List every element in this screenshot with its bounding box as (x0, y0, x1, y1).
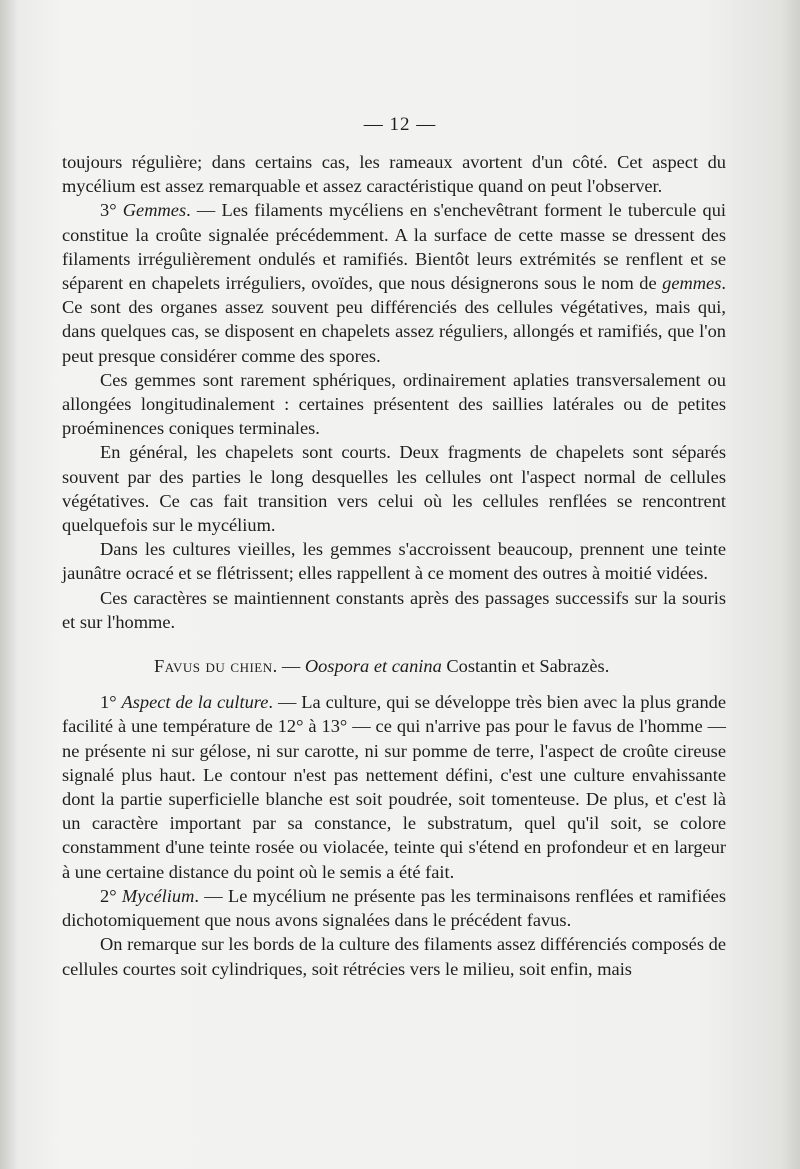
section-title: Mycélium (121, 885, 195, 906)
paragraph (62, 440, 726, 537)
paragraph-text: toujours régulière; dans certains cas, les rameaux avortent d'un côté. Cet aspect du mycélium est assez remarquable et assez caractéristique quand on peut l'observer. (62, 152, 726, 197)
paragraph-text: Ces gemmes sont rarement sphériques, ordinairement aplaties transversalement ou allongées longitudinalement : certaines présentent des saillies latérales ou de petites proéminences coniques terminales. (62, 369, 726, 439)
italic-term: gemmes (662, 273, 722, 294)
paragraph-continuation (62, 150, 726, 198)
paragraph-text: . Ce sont des organes assez souvent peu différenciés des cellules végétatives, mais qui, dans quelques cas, se disposent en chapelets assez réguliers, allongés et ramifiés, que l'on peut presque considérer comme des spores. (62, 273, 726, 366)
section-heading (62, 654, 726, 678)
species-genus: Oospora (304, 656, 370, 677)
species-epithet: canina (391, 656, 442, 677)
section-title: Gemmes (122, 200, 187, 221)
heading-label: Favus du chien (154, 656, 273, 677)
species-authors: Costantin et Sabrazès. (441, 656, 610, 677)
section-number: 3° (100, 200, 123, 221)
paragraph-text: Dans les cultures vieilles, les gemmes s'accroissent beaucoup, prennent une teinte jaunâtre ocracé et se flétrissent; elles rappellent à ce moment des outres à moitié vidées. (62, 539, 726, 584)
section-title: Aspect de la culture (121, 692, 269, 713)
species-conjunction: et (373, 656, 388, 677)
paragraph-mycelium (62, 884, 726, 932)
paragraph-text: On remarque sur les bords de la culture des filaments assez différenciés composés de cellules courtes soit cylindriques, soit rétrécies vers le milieu, soit enfin, mais (62, 934, 726, 979)
paragraph-text: . — Le mycélium ne présente pas les terminaisons renflées et ramifiées dichotomiquement que nous avons signalées dans le précédent favus. (62, 885, 726, 931)
page-number: — 12 — (363, 114, 437, 135)
paragraph-aspect-culture (62, 690, 726, 884)
paragraph-text: . — Les filaments mycéliens en s'enchevêtrant forment le tubercule qui constitue la croûte signalée précédemment. A la surface de cette masse se dressent des filaments irrégulièrement ondulés et ramifiés. Bientôt leurs extrémités se renflent et se séparent en chapelets irréguliers, ovoïdes, que nous désignerons sous le nom de (62, 200, 727, 294)
paragraph (62, 586, 726, 634)
paragraph (62, 537, 726, 585)
paragraph-gemmes (62, 198, 726, 367)
paragraph (62, 368, 726, 441)
paragraph-text: En général, les chapelets sont courts. Deux fragments de chapelets sont séparés souvent par des parties le long desquelles les cellules ont l'aspect normal de cellules végétatives. Ce cas fait transition vers celui où les cellules renflées se rencontrent quelquefois sur le mycélium. (62, 442, 726, 536)
body-text (62, 150, 726, 981)
section-number: 1° (100, 692, 122, 713)
heading-dash: . — (272, 656, 305, 677)
section-number: 2° (100, 885, 122, 906)
paragraph (62, 932, 726, 980)
paragraph-text: Ces caractères se maintiennent constants après des passages successifs sur la souris et sur l'homme. (62, 587, 726, 632)
paragraph-text: . — La culture, qui se développe très bien avec la plus grande facilité à une température de 12° à 13° — ce qui n'arrive pas pour le favus de l'homme — ne présente ni sur gélose, ni sur carotte, ni sur pomme de terre, l'aspect de croûte cireuse signalé plus haut. Le contour n'est pas nettement défini, c'est une culture envahissante dont la partie superficielle blanche est soit poudrée, soit tomenteuse. De plus, et c'est là un caractère important par sa constance, le substratum, quel qu'il soit, se colore constamment d'une teinte rosée ou violacée, teinte qui s'étend en profondeur et en largeur à une certaine distance du point où le semis a été fait. (62, 692, 726, 882)
